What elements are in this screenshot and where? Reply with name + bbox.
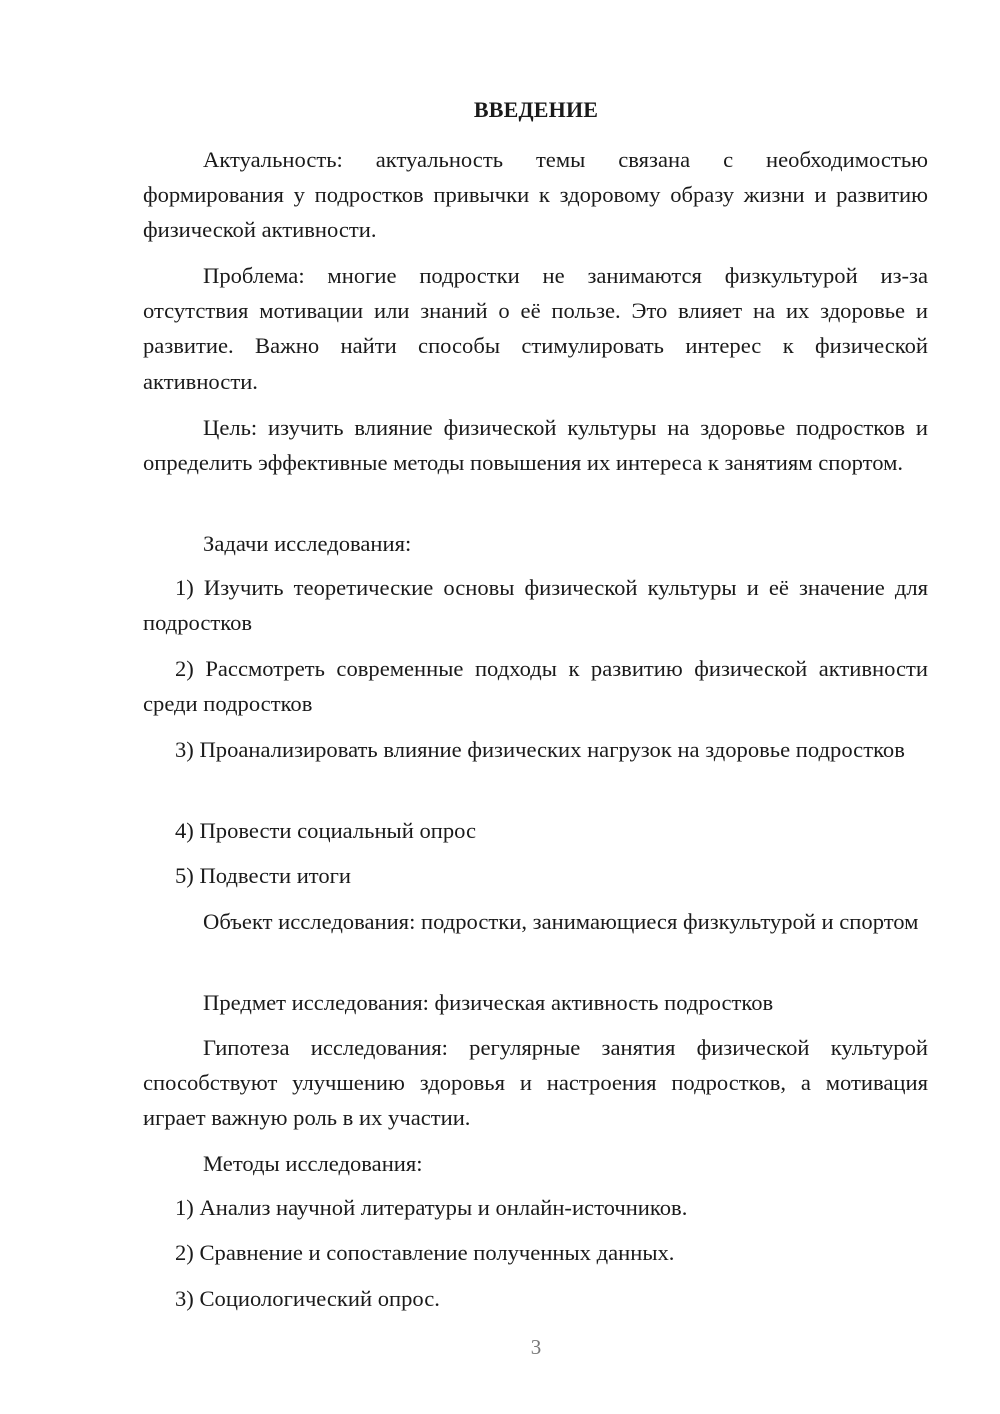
method-item: 1) Анализ научной литературы и онлайн-источников. [175,1195,688,1220]
page-number: 3 [530,1335,542,1359]
problem-paragraph: Проблема: многие подростки не занимаются физкультурой из-за отсутствия мотивации или знаний о её пользе. Это влияет на их здоровье и развитие. Важно найти способы стимулировать интерес к физической активности. [143,263,928,394]
hypothesis-paragraph: Гипотеза исследования: регулярные занятия физической культурой способствуют улучшению здоровья и настроения подростков, а мотивация играет важную роль в их участии. [143,1035,928,1131]
methods-heading: Методы исследования: [203,1151,423,1176]
object-paragraph: Объект исследования: подростки, занимающиеся физкультурой и спортом [203,909,919,934]
subject-paragraph: Предмет исследования: физическая активность подростков [203,990,774,1015]
method-item: 3) Социологический опрос. [175,1286,440,1311]
task-item: 1) Изучить теоретические основы физической культуры и её значение для подростков [143,575,928,636]
task-item: 3) Проанализировать влияние физических нагрузок на здоровье подростков [175,737,905,762]
task-item: 4) Провести социальный опрос [175,818,477,843]
relevance-paragraph: Актуальность: актуальность темы связана с необходимостью формирования у подростков привычки к здоровому образу жизни и развитию физической активности. [143,147,928,243]
task-item: 2) Рассмотреть современные подходы к развитию физической активности среди подростков [143,656,928,717]
method-item: 2) Сравнение и сопоставление полученных данных. [175,1240,675,1265]
page-title: ВВЕДЕНИЕ [473,97,599,122]
task-item: 5) Подвести итоги [175,863,352,888]
tasks-heading: Задачи исследования: [203,531,412,556]
goal-paragraph: Цель: изучить влияние физической культуры на здоровье подростков и определить эффективные методы повышения их интереса к занятиям спортом. [143,415,928,476]
